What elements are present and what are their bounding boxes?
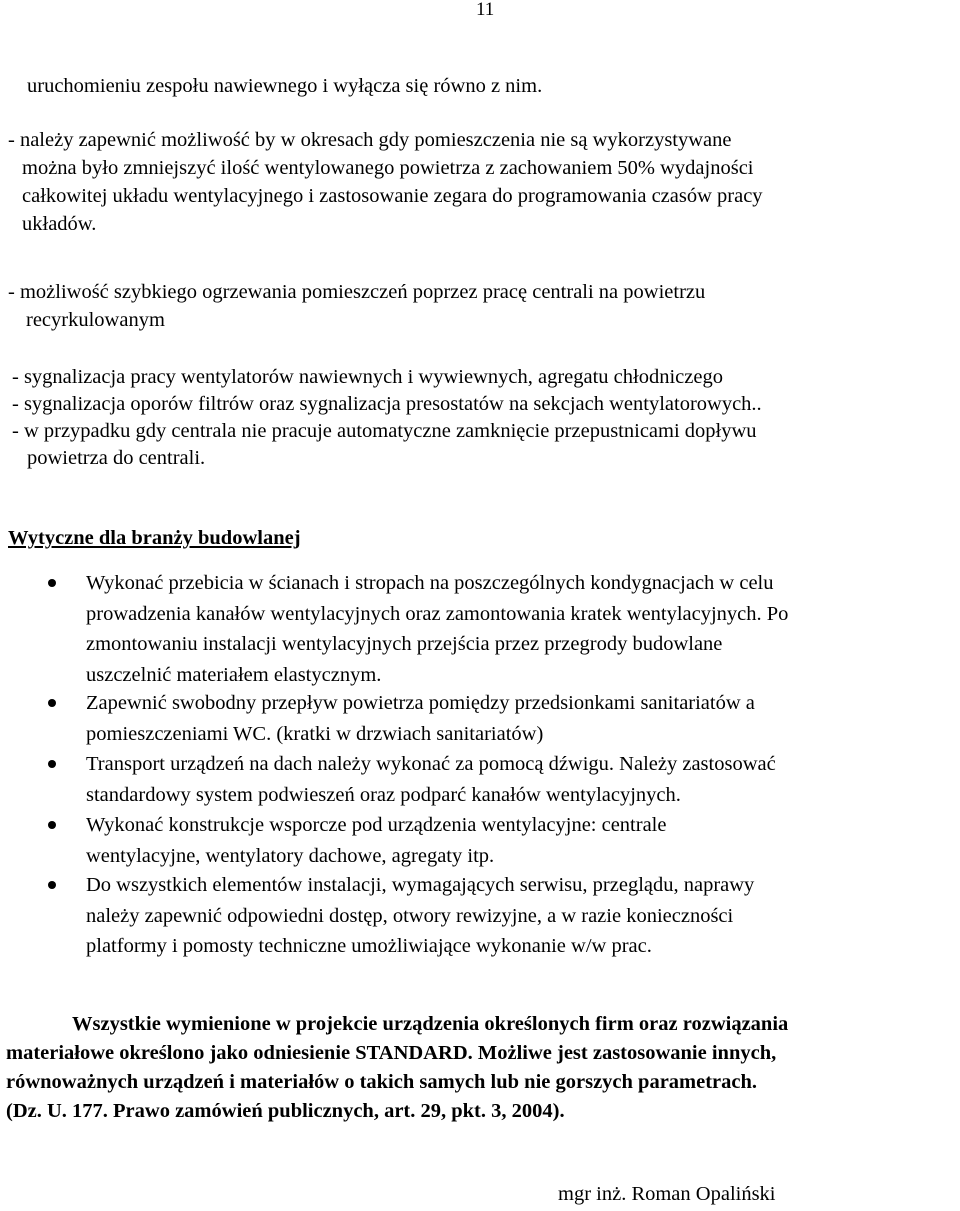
bullet-icon xyxy=(48,699,56,707)
text-line: Wszystkie wymienione w projekcie urządzenia określonych firm oraz rozwiązania xyxy=(72,1013,789,1035)
text-line: - sygnalizacja oporów filtrów oraz sygnalizacja presostatów na sekcjach wentylatorowych.. xyxy=(12,393,762,415)
text-line: Transport urządzeń na dach należy wykonać za pomocą dźwigu. Należy zastosować xyxy=(86,753,776,775)
page-number: 11 xyxy=(476,0,495,20)
text-line: Zapewnić swobodny przepływ powietrza pomiędzy przedsionkami sanitariatów a xyxy=(86,692,755,714)
text-line: standardowy system podwieszeń oraz podparć kanałów wentylacyjnych. xyxy=(86,783,681,806)
paragraph-signalling xyxy=(12,364,762,472)
text-line: Do wszystkich elementów instalacji, wymagających serwisu, przeglądu, naprawy xyxy=(86,874,755,896)
text-line: można było zmniejszyć ilość wentylowanego powietrza z zachowaniem 50% wydajności xyxy=(22,157,754,179)
text-line: zmontowaniu instalacji wentylacyjnych przejścia przez przegrody budowlane xyxy=(86,633,723,655)
text-line: uszczelnić materiałem elastycznym. xyxy=(86,663,382,686)
text-line: - należy zapewnić możliwość by w okresach gdy pomieszczenia nie są wykorzystywane xyxy=(8,129,732,151)
section-heading: Wytyczne dla branży budowlanej xyxy=(8,527,301,549)
bullet-icon xyxy=(48,760,56,768)
text-line: całkowitej układu wentylacyjnego i zastosowanie zegara do programowania czasów pracy xyxy=(22,185,763,207)
text-line: równoważnych urządzeń i materiałów o takich samych lub nie gorszych parametrach. xyxy=(6,1071,758,1093)
text-line: - sygnalizacja pracy wentylatorów nawiewnych i wywiewnych, agregatu chłodniczego xyxy=(12,366,723,388)
signature: mgr inż. Roman Opaliński xyxy=(558,1183,776,1205)
text-line: materiałowe określono jako odniesienie STANDARD. Możliwe jest zastosowanie innych, xyxy=(6,1042,777,1064)
paragraph-heating xyxy=(8,278,705,334)
text-line: (Dz. U. 177. Prawo zamówień publicznych, art. 29, pkt. 3, 2004). xyxy=(6,1100,565,1122)
text-line: układów. xyxy=(22,213,97,235)
bullet-icon xyxy=(48,881,56,889)
text-line: wentylacyjne, wentylatory dachowe, agregaty itp. xyxy=(86,844,495,867)
text-line: - w przypadku gdy centrala nie pracuje automatyczne zamknięcie przepustnicami dopływu xyxy=(12,420,757,442)
text-line: - możliwość szybkiego ogrzewania pomieszczeń poprzez pracę centrali na powietrzu xyxy=(8,281,706,303)
text-line: należy zapewnić odpowiedni dostęp, otwory rewizyjne, a w razie konieczności xyxy=(86,904,734,927)
text-line: prowadzenia kanałów wentylacyjnych oraz zamontowania kratek wentylacyjnych. Po xyxy=(86,602,789,625)
text-line: platformy i pomosty techniczne umożliwiające wykonanie w/w prac. xyxy=(86,935,652,957)
standard-note xyxy=(6,1010,788,1126)
text-line: Wykonać przebicia w ścianach i stropach na poszczególnych kondygnacjach w celu xyxy=(86,572,774,594)
text-line: powietrza do centrali. xyxy=(27,447,206,469)
bullet-icon xyxy=(48,579,56,587)
intro-line: uruchomieniu zespołu nawiewnego i wyłącza się równo z nim. xyxy=(27,75,543,97)
paragraph-reduce-airflow xyxy=(8,126,763,238)
text-line: pomieszczeniami WC. (kratki w drzwiach sanitariatów) xyxy=(86,722,544,745)
bullet-icon xyxy=(48,821,56,829)
text-line: recyrkulowanym xyxy=(26,309,165,331)
text-line: Wykonać konstrukcje wsporcze pod urządzenia wentylacyjne: centrale xyxy=(86,814,667,836)
